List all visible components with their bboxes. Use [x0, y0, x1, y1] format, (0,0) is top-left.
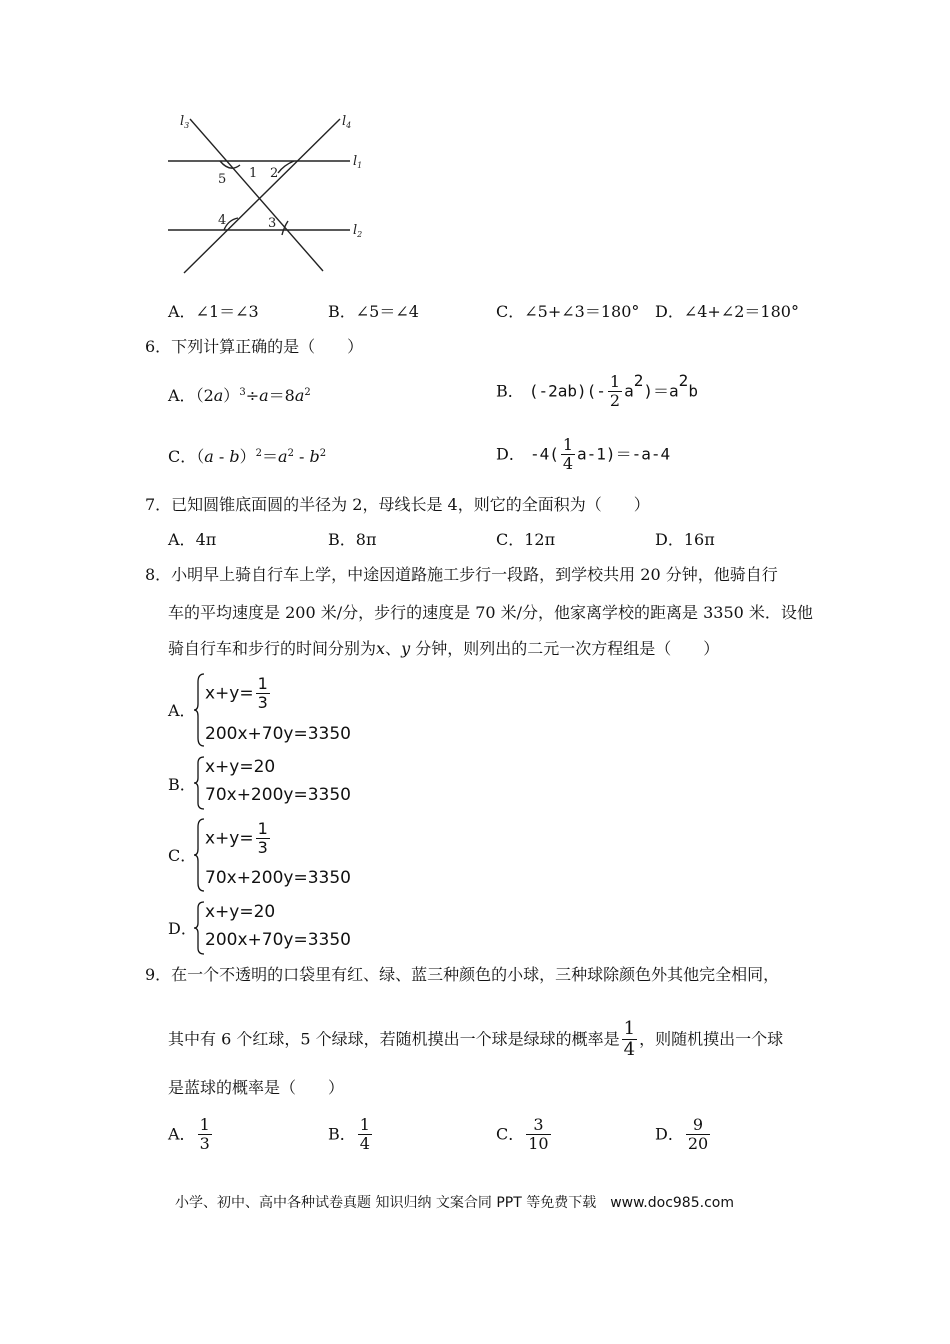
q9-a-fraction: $\frac{1}{3}$ — [199, 1115, 210, 1153]
q7-option-b[interactable]: B．8π — [328, 530, 377, 549]
angle-label-2: 2 — [270, 166, 279, 181]
q8-option-c-system[interactable]: x+y= $\frac{1}{3}$ 70x+200y=3350 — [193, 817, 353, 893]
angle-label-3: 3 — [268, 216, 277, 231]
q9-stem-line-2: 其中有 6 个红球，5 个绿球，若随机摸出一个球是绿球的概率是 $\frac{1}{4}$ ，则随机摸出一个球 — [168, 1018, 784, 1060]
q5-option-b[interactable]: B．∠5＝∠4 — [328, 302, 419, 321]
q6-option-d[interactable]: D． -4( $\frac{1}{4}$ a-1)＝-a-4 — [496, 435, 671, 473]
angle-label-5: 5 — [218, 172, 227, 187]
q9-option-b[interactable]: B． $\frac{1}{4}$ — [328, 1115, 370, 1153]
q8-option-a-system[interactable]: x+y= $\frac{1}{3}$ 200x+70y=3350 — [193, 672, 353, 748]
q9-stem-line-3: 是蓝球的概率是（ ） — [168, 1078, 345, 1097]
q6-b-fraction: $\frac{1}{2}$ — [609, 372, 621, 410]
q9-stem-fraction: $\frac{1}{4}$ — [623, 1018, 636, 1060]
q7-stem: 7．已知圆锥底面圆的半径为 2，母线长是 4，则它的全面积为（ ） — [145, 495, 650, 514]
q8-option-d-system[interactable]: x+y=20 200x+70y=3350 — [193, 900, 353, 956]
q8-stem-line-2: 车的平均速度是 200 米/分，步行的速度是 70 米/分，他家离学校的距离是 3350 米．设他 — [168, 603, 813, 622]
line-l4 — [184, 119, 340, 273]
q7-option-c[interactable]: C．12π — [496, 530, 556, 549]
q5-option-d[interactable]: D．∠4+∠2＝180° — [655, 302, 799, 321]
q8-option-b-system[interactable]: x+y=20 70x+200y=3350 — [193, 755, 353, 811]
q9-stem-line-1: 9．在一个不透明的口袋里有红、绿、蓝三种颜色的小球，三种球除颜色外其他完全相同， — [145, 965, 780, 984]
label-l3: $l_3$ — [180, 114, 190, 130]
q8-stem-line-1: 8．小明早上骑自行车上学，中途因道路施工步行一段路，到学校共用 20 分钟，他骑自行 — [145, 565, 778, 584]
brace-icon — [193, 755, 205, 811]
q9-d-fraction: $\frac{9}{20}$ — [687, 1115, 709, 1153]
label-l4: $l_4$ — [342, 114, 352, 130]
q6-d-fraction: $\frac{1}{4}$ — [562, 435, 574, 473]
q9-option-d[interactable]: D． $\frac{9}{20}$ — [655, 1115, 709, 1153]
q8-a-fraction: $\frac{1}{3}$ — [257, 674, 268, 712]
page-footer[interactable]: 小学、初中、高中各种试卷真题 知识归纳 文案合同 PPT 等免费下载 www.doc985.com — [175, 1195, 734, 1211]
angle-label-4: 4 — [218, 213, 227, 228]
q7-option-d[interactable]: D．16π — [655, 530, 715, 549]
q8-stem-line-3: 骑自行车和步行的时间分别为x、y 分钟，则列出的二元一次方程组是（ ） — [168, 639, 720, 658]
q9-c-fraction: $\frac{3}{10}$ — [528, 1115, 549, 1153]
angle-label-1: 1 — [249, 166, 258, 181]
q5-option-a[interactable]: A．∠1＝∠3 — [168, 302, 259, 321]
q8-option-d-letter[interactable]: D． — [168, 919, 197, 938]
q9-option-a[interactable]: A． $\frac{1}{3}$ — [168, 1115, 210, 1153]
angle-arc-3 — [282, 221, 288, 235]
q6-option-b[interactable]: B． (-2ab)(- $\frac{1}{2}$ $a^2)=a^2b$ — [496, 371, 698, 410]
q6-stem: 6．下列计算正确的是（ ） — [145, 337, 364, 356]
label-l2: $l_2$ — [353, 223, 363, 239]
label-l1: $l_1$ — [353, 154, 363, 170]
q5-option-c[interactable]: C．∠5+∠3＝180° — [496, 302, 640, 321]
q8-option-c-letter[interactable]: C． — [168, 846, 197, 865]
brace-icon — [193, 672, 205, 748]
q7-option-a[interactable]: A．4π — [168, 530, 217, 549]
parallel-lines-figure — [160, 105, 380, 280]
q8-option-a-letter[interactable]: A． — [168, 701, 196, 720]
q8-c-fraction: $\frac{1}{3}$ — [257, 819, 268, 857]
q9-option-c[interactable]: C． $\frac{3}{10}$ — [496, 1115, 549, 1153]
brace-icon — [193, 817, 205, 893]
q6-option-c[interactable]: C．$(a - b)^2=a^2 - b^2$ — [168, 447, 327, 466]
q9-b-fraction: $\frac{1}{4}$ — [359, 1115, 370, 1153]
brace-icon — [193, 900, 205, 956]
q6-option-a[interactable]: A．$(2a)^3\div a=8a^2$ — [168, 386, 311, 405]
q8-option-b-letter[interactable]: B． — [168, 775, 196, 794]
